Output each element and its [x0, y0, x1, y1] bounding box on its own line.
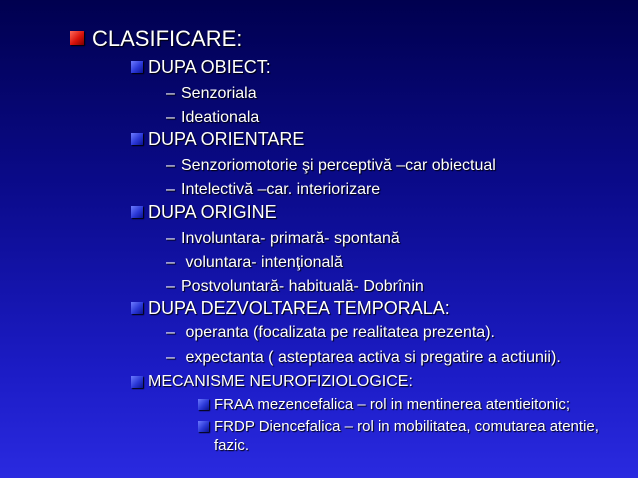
list-item: Involuntara- primară- spontană: [181, 230, 400, 247]
sub-bullet-icon: [198, 399, 209, 410]
sub-list-item: FRAA mezencefalica – rol in mentinerea atentieitonic;: [214, 396, 571, 413]
dash-icon: –: [166, 109, 175, 126]
section-bullet-icon: [131, 302, 143, 314]
section-bullet-icon: [131, 133, 143, 145]
slide-title: CLASIFICARE:: [92, 26, 243, 51]
list-item: expectanta ( asteptarea activa si pregatire a actiunii).: [181, 349, 561, 366]
dash-icon: –: [166, 349, 175, 366]
list-item: Senzoriala: [181, 85, 257, 102]
section-bullet-icon: [131, 61, 143, 73]
section-heading-origine: DUPA ORIGINE: [148, 202, 277, 222]
sub-bullet-icon: [198, 421, 209, 432]
section-bullet-icon: [131, 376, 143, 388]
section-heading-mecanisme: MECANISME NEUROFIZIOLOGICE:: [148, 373, 413, 390]
dash-icon: –: [166, 157, 175, 174]
dash-icon: –: [166, 85, 175, 102]
list-item: voluntara- intenţională: [181, 254, 343, 271]
list-item: Intelectivă –car. interiorizare: [181, 181, 381, 198]
dash-icon: –: [166, 181, 175, 198]
dash-icon: –: [166, 324, 175, 341]
section-bullet-icon: [131, 206, 143, 218]
sub-list-item-continuation: fazic.: [214, 437, 250, 454]
section-heading-orientare: DUPA ORIENTARE: [148, 129, 305, 149]
list-item: operanta (focalizata pe realitatea prezenta).: [181, 324, 495, 341]
section-heading-dezvoltarea: DUPA DEZVOLTAREA TEMPORALA:: [148, 298, 450, 318]
list-item: Ideationala: [181, 109, 260, 126]
dash-icon: –: [166, 278, 175, 295]
list-item: Senzoriomotorie şi perceptivă –car obiectual: [181, 157, 496, 174]
list-item: Postvoluntară- habituală- Dobrînin: [181, 278, 424, 295]
section-heading-obiect: DUPA OBIECT:: [148, 57, 271, 77]
dash-icon: –: [166, 230, 175, 247]
title-bullet-icon: [70, 31, 84, 45]
dash-icon: –: [166, 254, 175, 271]
sub-list-item: FRDP Diencefalica – rol in mobilitatea, comutarea atentie,: [214, 418, 599, 435]
